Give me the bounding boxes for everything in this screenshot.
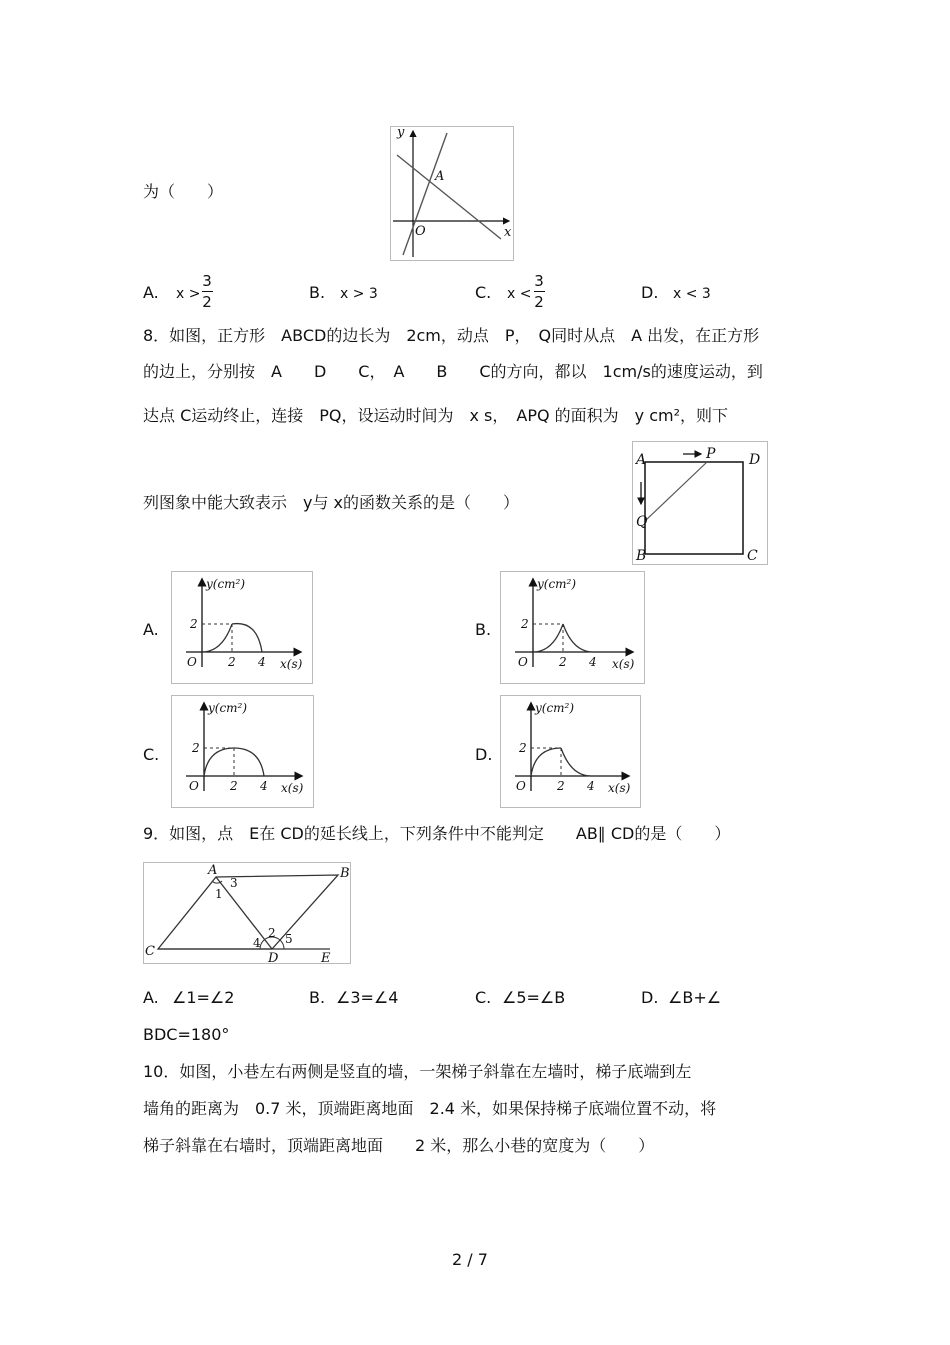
q8-label-q: Q — [636, 514, 648, 530]
q8-graph-b-2y: 2 — [521, 617, 529, 631]
q9-angle-3: 3 — [230, 876, 238, 890]
q8-graph-c-ylabel: y(cm²) — [208, 701, 248, 715]
q8-option-c-label: C. — [143, 745, 160, 764]
q7-option-d-label: D. — [641, 283, 659, 302]
q8-line-4: 列图象中能大致表示 y与 x的函数关系的是（ ） — [143, 493, 520, 512]
q8-label-p: P — [706, 446, 716, 462]
q9-option-b-text: ∠3=∠4 — [336, 988, 399, 1007]
q8-graph-b-o: O — [518, 655, 528, 669]
q8-graph-a-o: O — [187, 655, 197, 669]
q8-line-2: 的边上，分别按 A D C， A B C的方向，都以 1cm/s的速度运动，到 — [143, 362, 763, 381]
q10-line-2: 墙角的距离为 0.7 米，顶端距离地面 2.4 米，如果保持梯子底端位置不动，将 — [143, 1099, 717, 1118]
q10-line-1: 10．如图，小巷左右两侧是竖直的墙，一架梯子斜靠在左墙时，梯子底端到左 — [143, 1062, 692, 1081]
q7-option-a-pre: x > — [176, 286, 201, 302]
q7-option-c-num: 3 — [534, 272, 544, 290]
q9-figure — [143, 862, 351, 964]
q8-graph-a-2x: 2 — [228, 655, 236, 669]
q7-o-label: O — [415, 224, 426, 239]
q10-line-3: 梯子斜靠在右墙时，顶端距离地面 2 米，那么小巷的宽度为（ ） — [143, 1136, 655, 1155]
q7-option-a-num: 3 — [202, 272, 212, 290]
q8-graph-a-xlabel: x(s) — [280, 657, 303, 671]
q7-figure — [390, 126, 514, 261]
q9-label-c: C — [145, 944, 155, 959]
q8-graph-c-2y: 2 — [192, 741, 200, 755]
q9-option-d-label: D. — [641, 988, 659, 1007]
q8-graph-d-ylabel: y(cm²) — [535, 701, 575, 715]
q7-option-a-label: A. — [143, 283, 159, 302]
q9-option-a-text: ∠1=∠2 — [172, 988, 235, 1007]
q8-line-1: 8．如图，正方形 ABCD的边长为 2cm，动点 P， Q同时从点 A 出发，在正方形 — [143, 326, 760, 345]
q8-graph-a-2y: 2 — [190, 617, 198, 631]
q7-option-c-fraction — [532, 273, 546, 310]
q8-graph-a — [171, 571, 313, 684]
q8-graph-d-xlabel: x(s) — [608, 781, 631, 795]
q8-graph-d-2x: 2 — [557, 779, 565, 793]
q7-option-b-text: x > 3 — [340, 286, 378, 302]
q7-option-a-fraction — [200, 273, 214, 310]
q8-graph-c — [171, 695, 314, 808]
q8-label-a: A — [636, 452, 647, 468]
q8-label-d: D — [749, 452, 761, 468]
q9-label-b: B — [340, 866, 350, 881]
q8-graph-b-2x: 2 — [559, 655, 567, 669]
q8-graph-b-xlabel: x(s) — [612, 657, 635, 671]
q8-graph-d — [500, 695, 641, 808]
q7-a-label: A — [435, 169, 445, 184]
q8-graph-c-4: 4 — [260, 779, 268, 793]
q9-label-d: D — [268, 951, 279, 963]
q7-option-a-den: 2 — [202, 293, 212, 311]
q8-graph-d-o: O — [516, 779, 526, 793]
q7-option-c-den: 2 — [534, 293, 544, 311]
q8-graph-a-4: 4 — [258, 655, 266, 669]
q9-option-c-label: C. — [475, 988, 492, 1007]
q8-square-figure — [632, 441, 768, 565]
q8-graph-c-o: O — [189, 779, 199, 793]
q9-angle-5: 5 — [285, 932, 293, 946]
q7-x-label: x — [504, 225, 512, 240]
q8-graph-b-4: 4 — [589, 655, 597, 669]
q8-graph-c-xlabel: x(s) — [281, 781, 304, 795]
q8-label-b: B — [636, 548, 647, 564]
q9-option-a-label: A. — [143, 988, 159, 1007]
q7-option-c-label: C. — [475, 283, 492, 302]
q9-label-a: A — [208, 863, 218, 878]
q8-graph-b — [500, 571, 645, 684]
q8-graph-a-ylabel: y(cm²) — [206, 577, 246, 591]
q8-graph-d-4: 4 — [587, 779, 595, 793]
q8-graph-d-2y: 2 — [519, 741, 527, 755]
q8-option-d-label: D. — [475, 745, 493, 764]
q9-option-d-text: ∠B+∠ — [668, 988, 722, 1007]
q8-option-a-label: A. — [143, 620, 159, 639]
q9-option-b-label: B. — [309, 988, 326, 1007]
q8-label-c: C — [747, 548, 758, 564]
q9-angle-2: 2 — [268, 926, 276, 940]
page-number: 2 / 7 — [452, 1250, 488, 1269]
q7-y-label: y — [397, 127, 405, 140]
q8-graph-c-2x: 2 — [230, 779, 238, 793]
q9-option-d-continued: BDC=180° — [143, 1025, 230, 1044]
q7-option-b-label: B. — [309, 283, 326, 302]
q8-line-3: 达点 C运动终止，连接 PQ，设运动时间为 x s， APQ 的面积为 y cm²，则下 — [143, 406, 729, 425]
q9-option-c-text: ∠5=∠B — [502, 988, 566, 1007]
q9-label-e: E — [321, 951, 331, 963]
q8-option-b-label: B. — [475, 620, 492, 639]
q7-option-d-text: x < 3 — [673, 286, 711, 302]
q9-angle-1: 1 — [215, 887, 223, 901]
q7-option-c-pre: x < — [507, 286, 532, 302]
q8-graph-b-ylabel: y(cm²) — [537, 577, 577, 591]
q9-line-1: 9．如图，点 E在 CD的延长线上，下列条件中不能判定 AB∥ CD的是（ ） — [143, 824, 731, 843]
q9-angle-4: 4 — [253, 936, 261, 950]
q7-stem-end: 为（ ） — [143, 182, 224, 201]
